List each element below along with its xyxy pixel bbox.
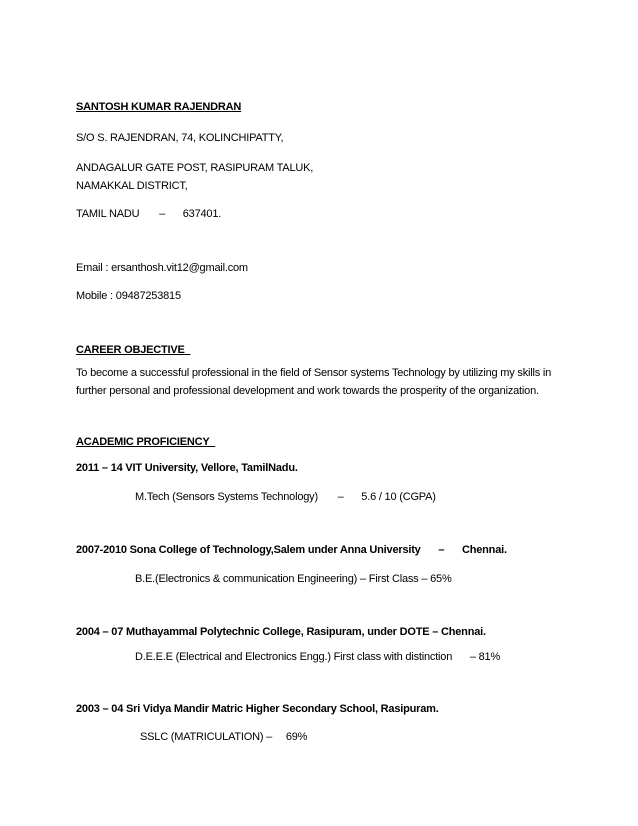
- academic-entry-4-title: 2003 – 04 Sri Vidya Mandir Matric Higher Secondary School, Rasipuram.: [76, 703, 439, 715]
- address-line-1: S/O S. RAJENDRAN, 74, KOLINCHIPATTY,: [76, 132, 284, 144]
- state-dash: –: [159, 208, 166, 220]
- address-line-2: ANDAGALUR GATE POST, RASIPURAM TALUK,: [76, 162, 314, 174]
- pincode: 637401.: [182, 208, 222, 220]
- address-state-line: [76, 207, 221, 221]
- academic-entry-1-title: 2011 – 14 VIT University, Vellore, TamilNadu.: [76, 462, 298, 474]
- academic-entry-3-title: 2004 – 07 Muthayammal Polytechnic College, Rasipuram, under DOTE – Chennai.: [76, 626, 486, 638]
- candidate-name: SANTOSH KUMAR RAJENDRAN: [76, 101, 242, 113]
- mobile-line: Mobile : 09487253815: [76, 290, 181, 302]
- academic-entry-3-detail: D.E.E.E (Electrical and Electronics Engg.) First class with distinction – 81%: [135, 651, 501, 663]
- email-line: Email : ersanthosh.vit12@gmail.com: [76, 262, 248, 274]
- address-line-3: NAMAKKAL DISTRICT,: [76, 180, 188, 192]
- career-objective-line-1: To become a successful professional in the field of Sensor systems Technology by utilizing my skills in: [76, 367, 552, 379]
- academic-entry-4-detail: SSLC (MATRICULATION) – 69%: [140, 731, 308, 743]
- academic-heading: ACADEMIC PROFICIENCY: [76, 436, 210, 448]
- academic-entry-2-title: 2007-2010 Sona College of Technology,Salem under Anna University – Chennai.: [76, 544, 507, 556]
- state-name: TAMIL NADU: [76, 208, 140, 220]
- academic-entry-2-detail: B.E.(Electronics & communication Engineering) – First Class – 65%: [135, 573, 452, 585]
- career-objective-heading: CAREER OBJECTIVE: [76, 344, 185, 356]
- career-objective-line-2: further personal and professional development and work towards the prosperity of the organization.: [76, 385, 539, 397]
- academic-entry-1-detail: M.Tech (Sensors Systems Technology) – 5.6 / 10 (CGPA): [135, 491, 436, 503]
